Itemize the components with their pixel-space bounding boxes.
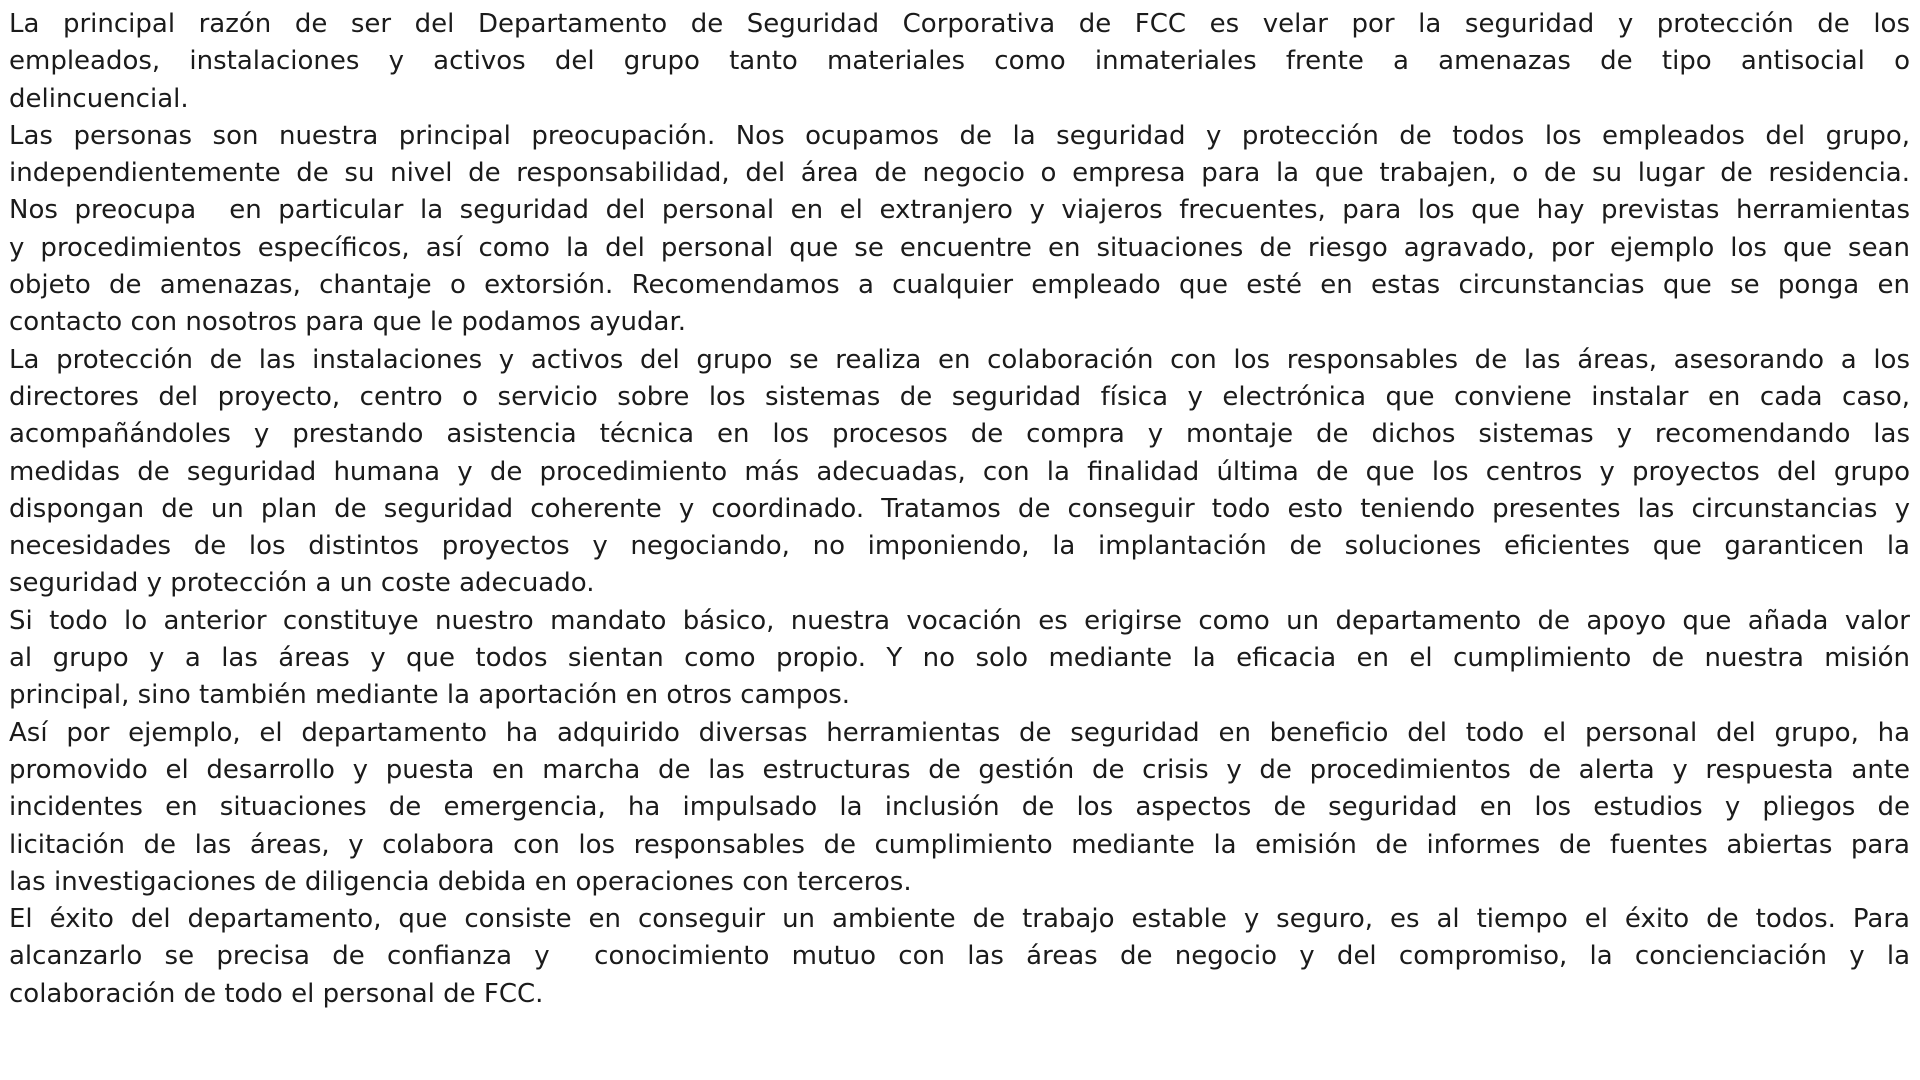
paragraph xyxy=(9,715,1910,901)
text-line: al grupo y a las áreas y que todos sientan como propio. Y no solo mediante la eficacia en el cumplimiento de nuestra misión xyxy=(9,643,1910,674)
paragraph xyxy=(9,118,1910,193)
text-line: independientemente de su nivel de responsabilidad, del área de negocio o empresa para la que trabajen, o de su lugar de residencia. xyxy=(9,158,1910,189)
text-line: acompañándoles y prestando asistencia técnica en los procesos de compra y montaje de dichos sistemas y recomendando las xyxy=(9,419,1910,450)
text-line: La principal razón de ser del Departamento de Seguridad Corporativa de FCC es velar por la seguridad y protección de los xyxy=(9,9,1910,39)
text-line: directores del proyecto, centro o servicio sobre los sistemas de seguridad física y electrónica que conviene instalar en cada caso, xyxy=(9,381,1910,412)
text-line: medidas de seguridad humana y de procedimiento más adecuadas, con la finalidad última de que los centros y proyectos del grupo xyxy=(9,456,1910,487)
text-line: alcanzarlo se precisa de confianza y conocimiento mutuo con las áreas de negocio y del compromiso, la concienciación y la xyxy=(9,941,1910,972)
text-line: colaboración de todo el personal de FCC. xyxy=(9,978,544,1009)
paragraph xyxy=(9,6,1910,118)
text-line: incidentes en situaciones de emergencia, ha impulsado la inclusión de los aspectos de seguridad en los estudios y pliegos de xyxy=(9,792,1910,823)
paragraph xyxy=(9,603,1910,715)
text-line: las investigaciones de diligencia debida en operaciones con terceros. xyxy=(9,866,912,897)
text-line: principal, sino también mediante la aportación en otros campos. xyxy=(9,680,851,711)
text-line: objeto de amenazas, chantaje o extorsión. Recomendamos a cualquier empleado que esté en estas circunstancias que se ponga en xyxy=(9,270,1910,301)
paragraph xyxy=(9,342,1910,603)
paragraph xyxy=(9,192,1910,341)
text-line: y procedimientos específicos, así como la del personal que se encuentre en situaciones de riesgo agravado, por ejemplo los que sean xyxy=(9,232,1910,263)
text-line: Así por ejemplo, el departamento ha adquirido diversas herramientas de seguridad en beneficio del todo el personal del grupo, ha xyxy=(9,717,1910,748)
text-line: El éxito del departamento, que consiste en conseguir un ambiente de trabajo estable y seguro, es al tiempo el éxito de todos. Para xyxy=(9,904,1910,935)
text-line: licitación de las áreas, y colabora con los responsables de cumplimiento mediante la emisión de informes de fuentes abiertas para xyxy=(9,829,1910,860)
text-line: delincuencial. xyxy=(9,83,189,114)
text-line: seguridad y protección a un coste adecuado. xyxy=(9,568,595,599)
text-line: Si todo lo anterior constituye nuestro mandato básico, nuestra vocación es erigirse como un departamento de apoyo que añada valor xyxy=(9,605,1910,636)
text-line: Nos preocupa en particular la seguridad del personal en el extranjero y viajeros frecuentes, para los que hay previstas herramientas xyxy=(9,195,1910,226)
text-line: La protección de las instalaciones y activos del grupo se realiza en colaboración con los responsables de las áreas, asesorando a los xyxy=(9,344,1910,375)
text-line: necesidades de los distintos proyectos y negociando, no imponiendo, la implantación de soluciones eficientes que garanticen la xyxy=(9,531,1910,562)
text-line: promovido el desarrollo y puesta en marcha de las estructuras de gestión de crisis y de procedimientos de alerta y respuesta ante xyxy=(9,754,1910,785)
text-line: empleados, instalaciones y activos del grupo tanto materiales como inmateriales frente a amenazas de tipo antisocial o xyxy=(9,46,1910,77)
text-line: dispongan de un plan de seguridad coherente y coordinado. Tratamos de conseguir todo esto teniendo presentes las circunstancias y xyxy=(9,493,1910,524)
paragraph xyxy=(9,901,1910,1013)
text-line: Las personas son nuestra principal preocupación. Nos ocupamos de la seguridad y protección de todos los empleados del grupo, xyxy=(9,120,1910,151)
text-line: contacto con nosotros para que le podamos ayudar. xyxy=(9,307,687,338)
